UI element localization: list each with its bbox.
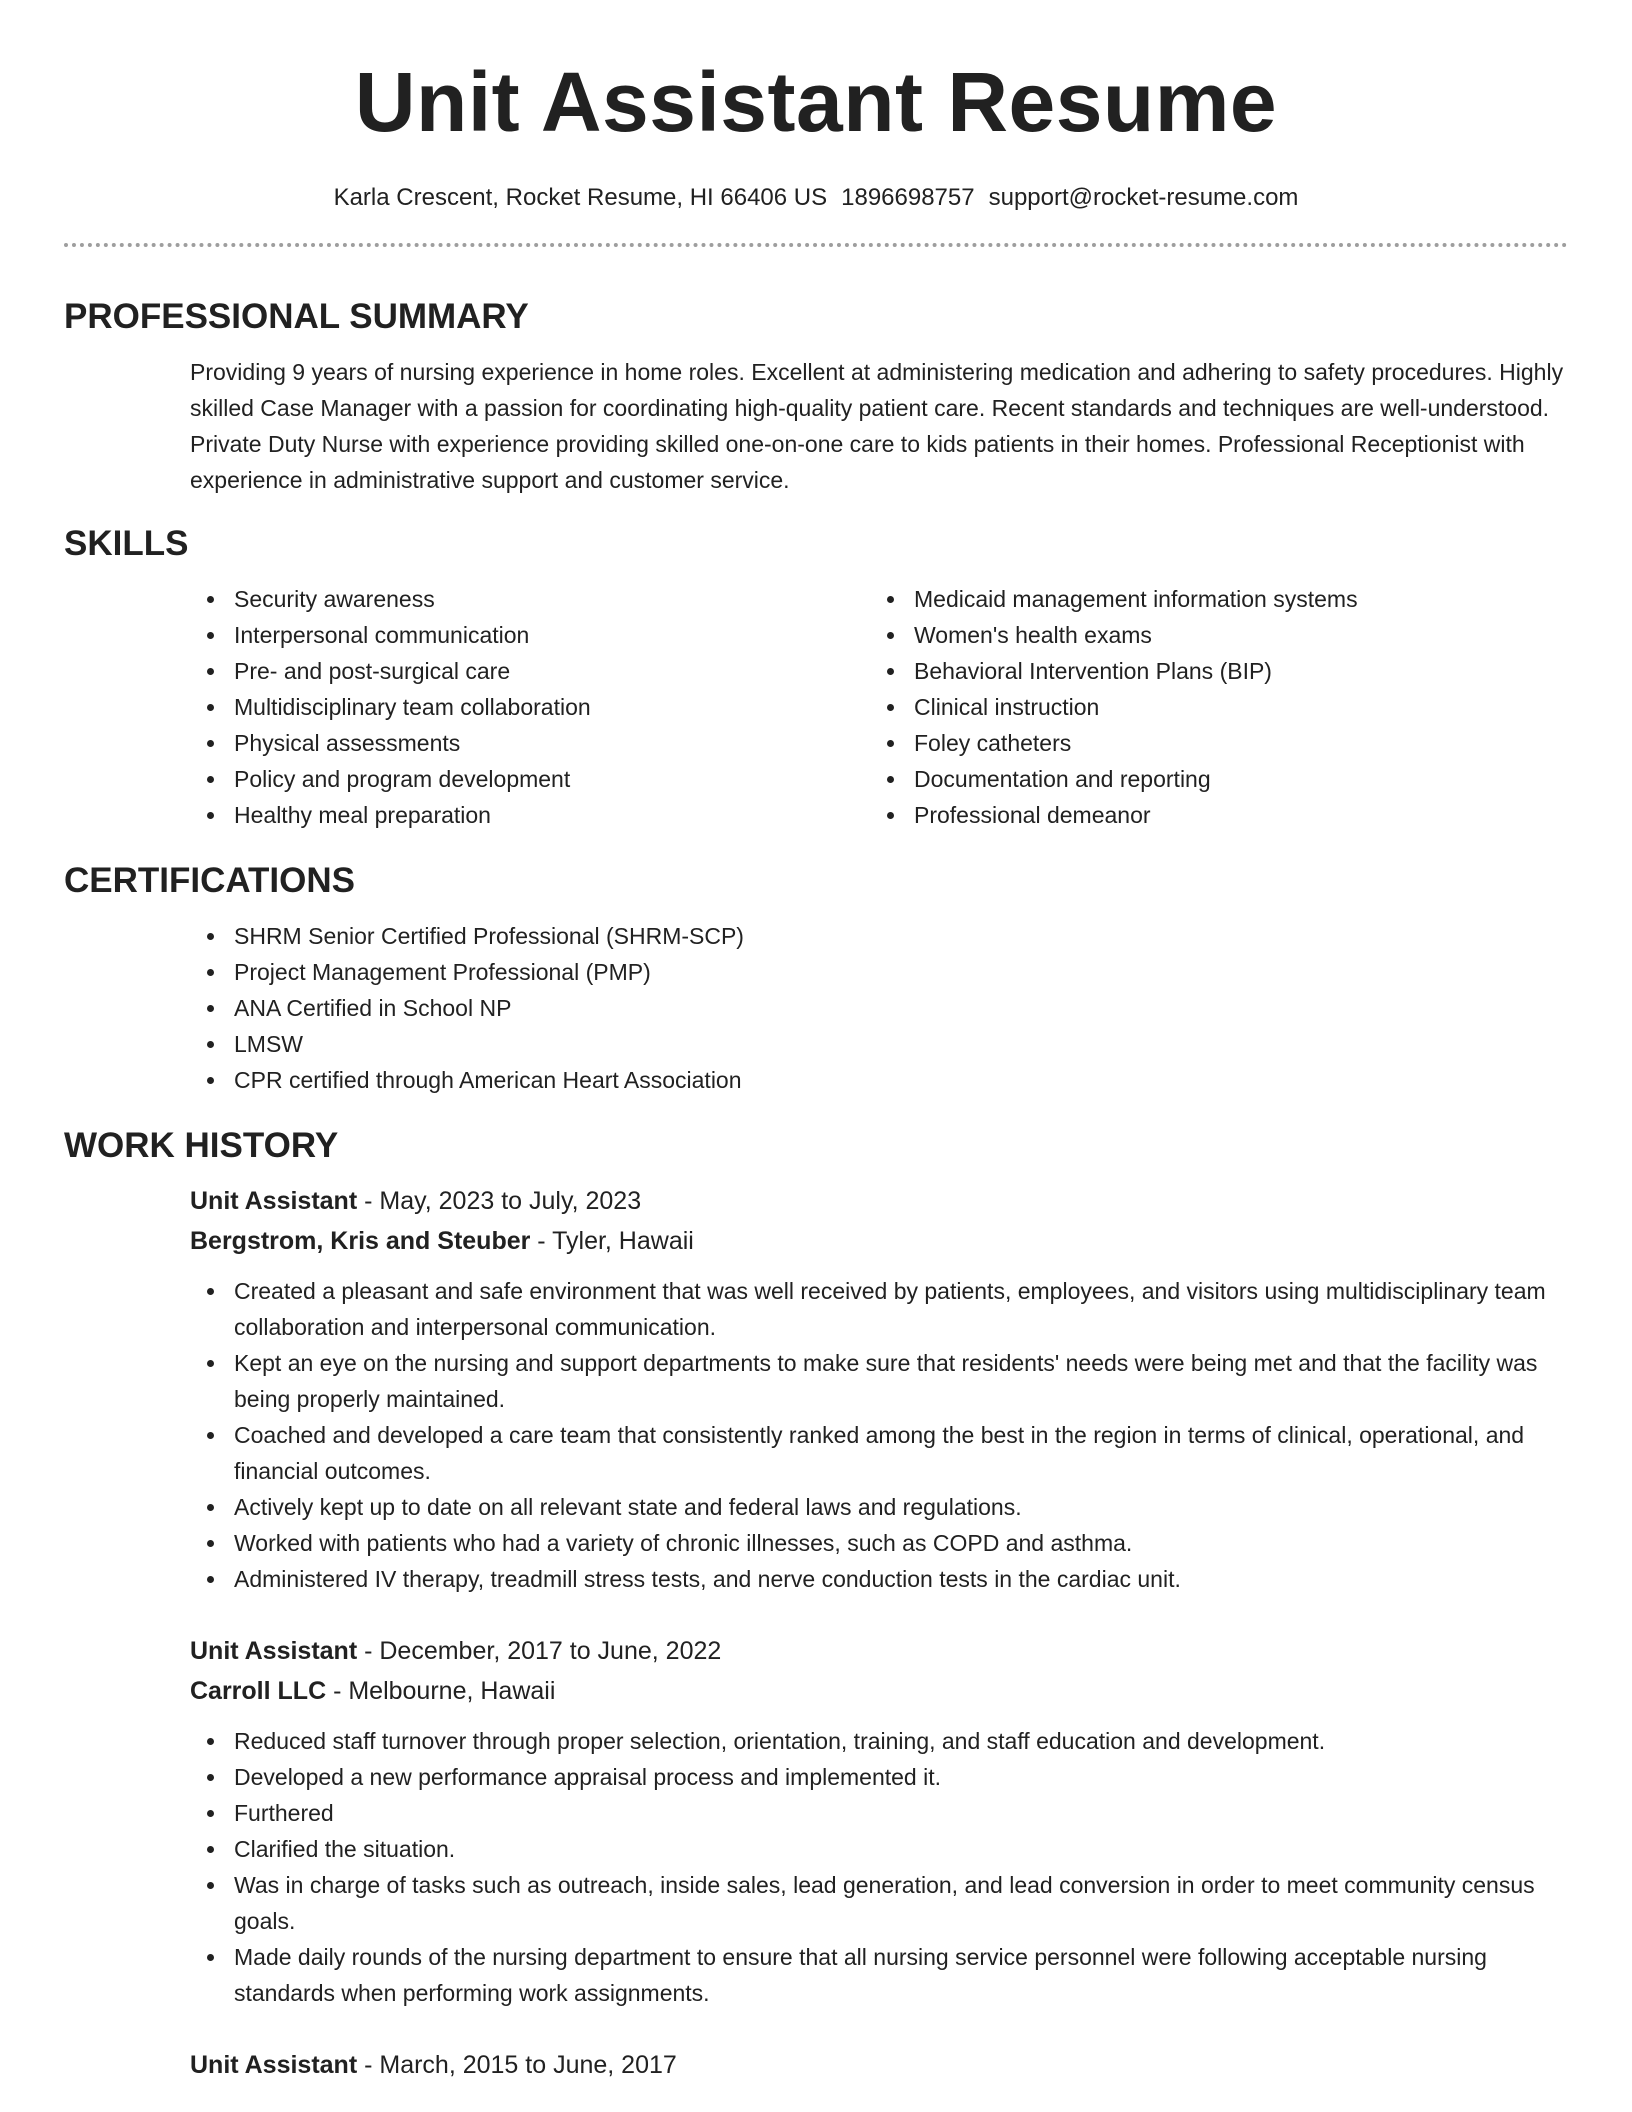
contact-line	[64, 184, 1568, 213]
job-location: - Tyler, Hawaii	[530, 1226, 694, 1255]
summary-text: Providing 9 years of nursing experience in home roles. Excellent at administering medication and adhering to safety procedures. Highly skilled Case Manager with a passion for coordinating high-quality patient care. Recent standards and techniques are well-understood. Private Duty Nurse with experience providing skilled one-on-one care to kids patients in their homes. Professional Receptionist with experience in administrative support and customer service.	[190, 358, 1564, 493]
certification-item: LMSW	[190, 1026, 1568, 1062]
job-title: Unit Assistant	[190, 1186, 358, 1215]
certification-item: CPR certified through American Heart Association	[190, 1062, 1568, 1098]
skill-item: Clinical instruction	[870, 689, 1550, 725]
job-title: Unit Assistant	[190, 2050, 358, 2079]
skill-item: Physical assessments	[190, 725, 870, 761]
skill-item: Women's health exams	[870, 617, 1550, 653]
job-entry	[190, 2045, 1568, 2085]
job-duty: Created a pleasant and safe environment that was well received by patients, employees, and visitors using multidisciplinary team collaboration and interpersonal communication.	[190, 1273, 1568, 1345]
skill-item: Documentation and reporting	[870, 761, 1550, 797]
job-duty: Was in charge of tasks such as outreach, inside sales, lead generation, and lead conversion in order to meet community census goals.	[190, 1867, 1568, 1939]
contact-email: support@rocket-resume.com	[988, 184, 1299, 211]
skill-item: Healthy meal preparation	[190, 797, 870, 833]
certifications-list	[190, 918, 1568, 1098]
job-title-line	[190, 1181, 1568, 1221]
job-duty: Made daily rounds of the nursing department to ensure that all nursing service personnel were following acceptable nursing standards when performing work assignments.	[190, 1939, 1568, 2011]
job-dates: - December, 2017 to June, 2022	[357, 1636, 722, 1665]
job-duty: Furthered	[190, 1795, 1568, 1831]
skills-heading: SKILLS	[64, 523, 189, 563]
header-divider	[64, 243, 1568, 247]
job-duty: Clarified the situation.	[190, 1831, 1568, 1867]
job-duty: Developed a new performance appraisal process and implemented it.	[190, 1759, 1568, 1795]
certification-item: SHRM Senior Certified Professional (SHRM-SCP)	[190, 918, 1568, 954]
job-company-line	[190, 1671, 1568, 1711]
skill-item: Security awareness	[190, 581, 870, 617]
job-location: - Melbourne, Hawaii	[326, 1676, 556, 1705]
skill-item: Foley catheters	[870, 725, 1550, 761]
skills-column-right	[870, 581, 1550, 833]
job-dates: - March, 2015 to June, 2017	[357, 2050, 677, 2079]
skill-item: Multidisciplinary team collaboration	[190, 689, 870, 725]
job-duty: Administered IV therapy, treadmill stress tests, and nerve conduction tests in the cardiac unit.	[190, 1561, 1568, 1597]
summary-heading: PROFESSIONAL SUMMARY	[64, 296, 529, 336]
job-duty: Actively kept up to date on all relevant state and federal laws and regulations.	[190, 1489, 1568, 1525]
skill-item: Behavioral Intervention Plans (BIP)	[870, 653, 1550, 689]
certification-item: ANA Certified in School NP	[190, 990, 1568, 1026]
contact-phone: 1896698757	[841, 184, 975, 211]
job-entry	[190, 1631, 1568, 2011]
job-duty: Reduced staff turnover through proper selection, orientation, training, and staff education and development.	[190, 1723, 1568, 1759]
job-title-line	[190, 1631, 1568, 1671]
job-company-line	[190, 1221, 1568, 1261]
skill-item: Medicaid management information systems	[870, 581, 1550, 617]
job-title-line	[190, 2045, 1568, 2085]
skill-item: Professional demeanor	[870, 797, 1550, 833]
skill-item: Pre- and post-surgical care	[190, 653, 870, 689]
job-duty: Worked with patients who had a variety of chronic illnesses, such as COPD and asthma.	[190, 1525, 1568, 1561]
job-dates: - May, 2023 to July, 2023	[357, 1186, 642, 1215]
skills-column-left	[190, 581, 870, 833]
skills-list	[190, 581, 1568, 833]
certifications-heading: CERTIFICATIONS	[64, 860, 356, 900]
work-history-heading: WORK HISTORY	[64, 1125, 339, 1165]
job-duty: Kept an eye on the nursing and support departments to make sure that residents' needs were being met and that the facility was being properly maintained.	[190, 1345, 1568, 1417]
skill-item: Interpersonal communication	[190, 617, 870, 653]
job-company: Carroll LLC	[190, 1676, 327, 1705]
job-duty: Coached and developed a care team that consistently ranked among the best in the region in terms of clinical, operational, and financial outcomes.	[190, 1417, 1568, 1489]
job-duties-list	[190, 1273, 1568, 1597]
skill-item: Policy and program development	[190, 761, 870, 797]
certification-item: Project Management Professional (PMP)	[190, 954, 1568, 990]
contact-address: Karla Crescent, Rocket Resume, HI 66406 US	[333, 184, 828, 211]
job-company: Bergstrom, Kris and Steuber	[190, 1226, 531, 1255]
job-entry	[190, 1181, 1568, 1597]
resume-title: Unit Assistant Resume	[354, 55, 1278, 149]
job-duties-list	[190, 1723, 1568, 2011]
job-title: Unit Assistant	[190, 1636, 358, 1665]
